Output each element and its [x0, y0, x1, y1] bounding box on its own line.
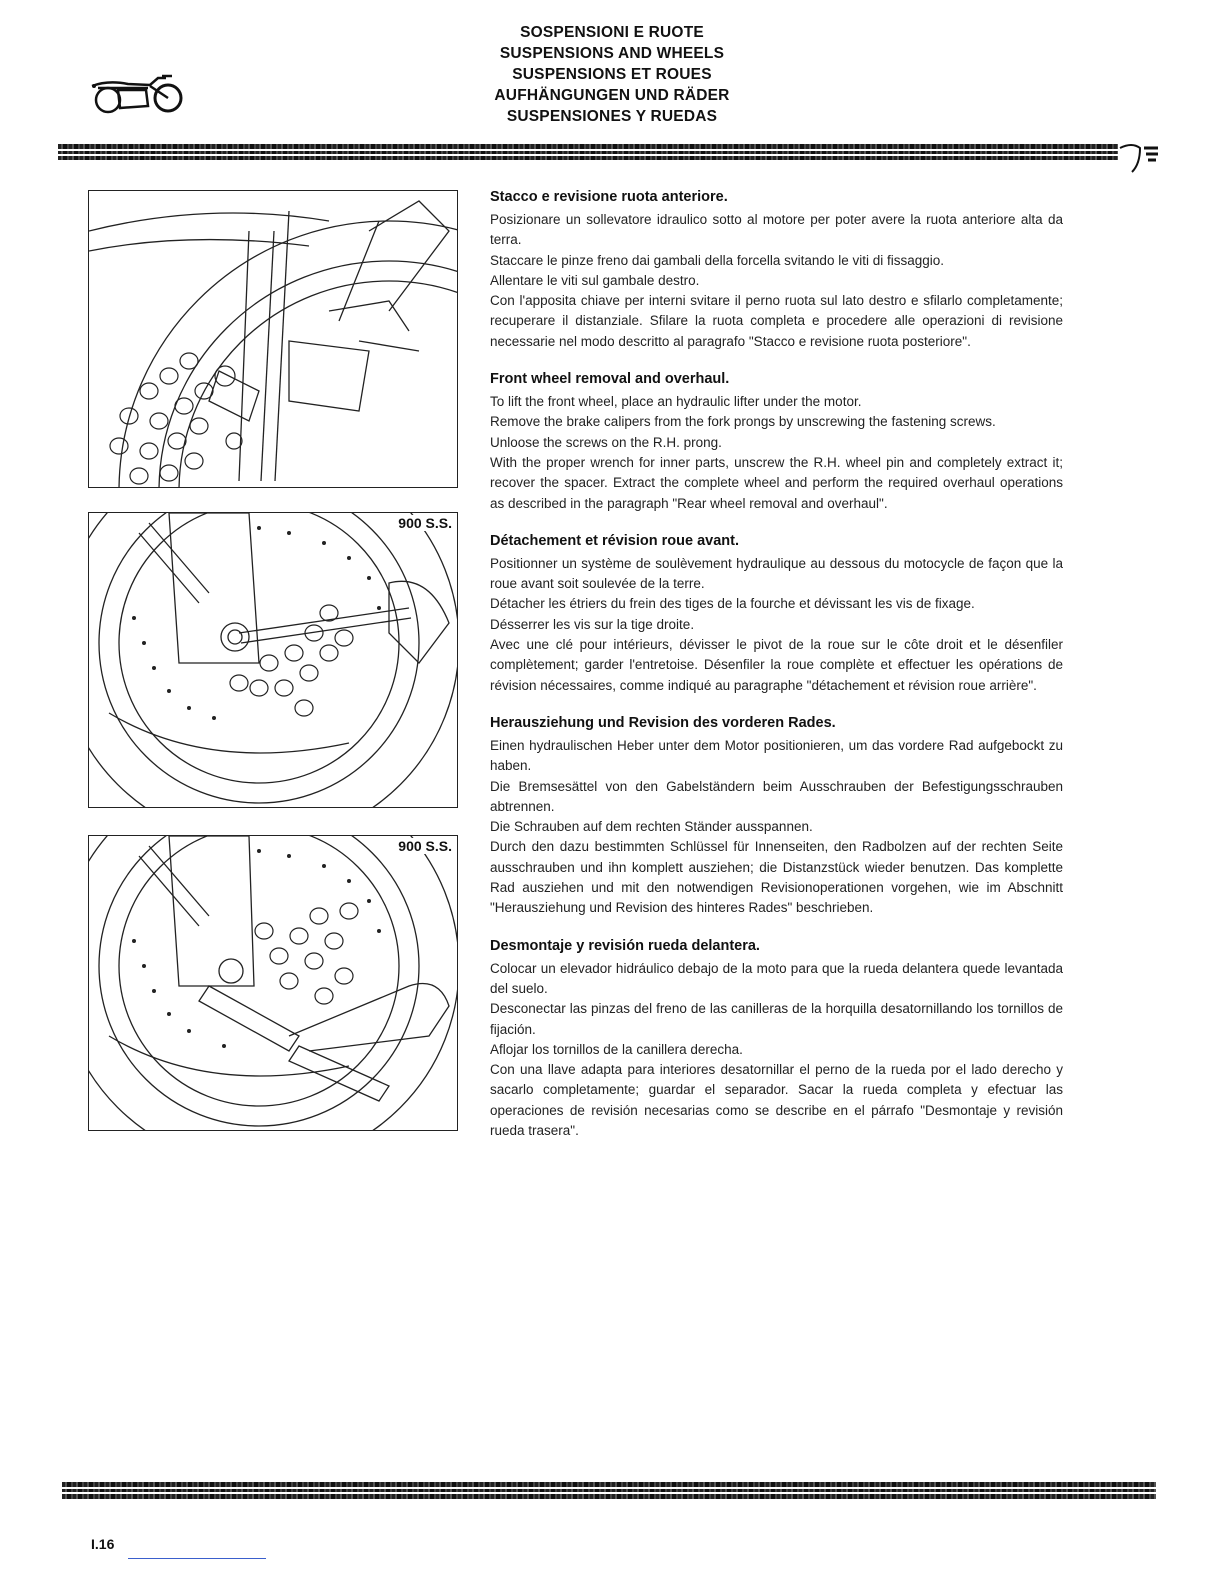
header-title-en: SUSPENSIONS AND WHEELS	[499, 45, 725, 62]
motorcycle-wheel-icon	[88, 68, 188, 116]
hyperlink-underline[interactable]	[128, 1558, 266, 1559]
figure-fork-caliper	[88, 190, 458, 488]
header-title-es: SUSPENSIONES Y RUEDAS	[506, 108, 718, 125]
section-paragraph: Einen hydraulischen Heber unter dem Motor positionieren, um das vordere Rad aufgebockt zu haben.	[490, 737, 1063, 774]
section-heading: Desmontaje y revisión rueda delantera.	[490, 937, 760, 954]
section-heading: Détachement et révision roue avant.	[490, 532, 739, 549]
section-french	[490, 532, 1063, 696]
section-german	[490, 714, 1063, 919]
section-heading: Front wheel removal and overhaul.	[490, 371, 730, 388]
footer-rule	[62, 1482, 1156, 1487]
section-heading: Stacco e revisione ruota anteriore.	[490, 189, 728, 205]
section-paragraph: Colocar un elevador hidráulico debajo de la moto para que la rueda delantera quede levantada del suelo.	[490, 960, 1063, 996]
section-paragraph: With the proper wrench for inner parts, unscrew the R.H. wheel pin and completely extract it; recover the spacer. Extract the complete wheel and perform the required overhaul operations as described in the paragraph "Rear wheel removal and overhaul".	[490, 454, 1063, 511]
section-paragraph: Staccare le pinze freno dai gambali della forcella svitando le viti di fissaggio.	[490, 252, 944, 268]
section-paragraph: Avec une clé pour intérieurs, dévisser le pivot de la roue sur le côte droit et le désenfiler complètement; garder l'entretoise. Désenfiler la roue complète et effectuer les opérations de révision nécessaires, comme indiqué au paragraphe "détachement et révision roue arrière".	[490, 637, 1063, 693]
section-heading: Herausziehung und Revision des vorderen Rades.	[490, 714, 836, 731]
section-paragraph: Con l'apposita chiave per interni svitare il perno ruota sul lato destro e sfilarlo completamente; recuperare il distanziale. Sfilare la ruota completa e procedere alle operazioni di revisione necessarie nel modo descritto al paragrafo "Stacco e revisione ruota posteriore".	[490, 293, 1063, 349]
footer-rule	[62, 1494, 1156, 1499]
section-spanish	[490, 937, 1063, 1142]
section-paragraph: Détacher les étriers du frein des tiges de la fourche et dévissant les vis de fixage.	[490, 596, 975, 612]
figure-ratchet-screws	[88, 835, 458, 1131]
instructions-column	[490, 188, 1063, 1159]
section-paragraph: Die Schrauben auf dem rechten Ständer ausspannen.	[490, 819, 813, 835]
model-label: 900 S.S.	[395, 838, 455, 854]
section-paragraph: Durch den dazu bestimmten Schlüssel für Innenseiten, den Radbolzen auf der rechten Seite ausschrauben und ihn komplett ausziehen; die Distanzstück wieder benutzen. Das komplette Rad ausziehen und mit den notwendigen Revisionoperationen vorgehen, wie im Abschnitt "Herausziehung und Revision des hinteres Rades" beschrieben.	[490, 839, 1063, 916]
section-paragraph: Désserrer les vis sur la tige droite.	[490, 616, 695, 632]
header-title-de: AUFHÄNGUNGEN UND RÄDER	[494, 87, 730, 104]
header-rule	[58, 144, 1118, 149]
footer-rule	[62, 1489, 1156, 1492]
section-paragraph: Desconectar las pinzas del freno de las canilleras de la horquilla desatornillando los tornillos de fijación.	[490, 1001, 1063, 1037]
section-paragraph: To lift the front wheel, place an hydraulic lifter under the motor.	[490, 394, 862, 410]
section-paragraph: Unloose the screws on the R.H. prong.	[490, 434, 722, 450]
section-paragraph: Allentare le viti sul gambale destro.	[490, 272, 700, 288]
fork-caliper-drawing	[89, 191, 457, 487]
header-title-fr: SUSPENSIONS ET ROUES	[512, 66, 712, 83]
section-paragraph: Positionner un système de soulèvement hydraulique au dessous du motocycle de façon que la roue avant soit soulevée de la terre.	[490, 555, 1063, 592]
wheel-pin-wrench-drawing	[89, 513, 457, 807]
section-paragraph: Aflojar los tornillos de la canillera derecha.	[490, 1041, 743, 1057]
header-title-it: SOSPENSIONI E RUOTE	[520, 24, 704, 41]
header-rule	[58, 151, 1118, 154]
section-english	[490, 370, 1063, 514]
section-paragraph: Posizionare un sollevatore idraulico sotto al motore per poter avere la ruota anteriore alta da terra.	[490, 212, 1063, 248]
figure-wheel-pin-wrench	[88, 512, 458, 808]
section-paragraph: Die Bremsesättel von den Gabelständern beim Ausschrauben der Befestigungsschrauben abtrennen.	[490, 778, 1063, 814]
header-rule	[58, 156, 1118, 160]
section-italian	[490, 188, 1063, 352]
page-number: I.16	[91, 1536, 115, 1552]
section-paragraph: Con una llave adapta para interiores desatornillar el perno de la rueda por el lado derecho y sacarlo completamente; guardar el separador. Sacar la rueda completa y efectuar las operaciones de revisión necesarias como se describe en el párrafo "Desmontaje y revisión rueda trasera".	[490, 1062, 1063, 1138]
section-paragraph: Remove the brake calipers from the fork prongs by unscrewing the fastening screws.	[490, 414, 996, 430]
ratchet-screws-drawing	[89, 836, 457, 1130]
page-tab-marker	[1118, 138, 1162, 174]
model-label: 900 S.S.	[395, 515, 455, 531]
